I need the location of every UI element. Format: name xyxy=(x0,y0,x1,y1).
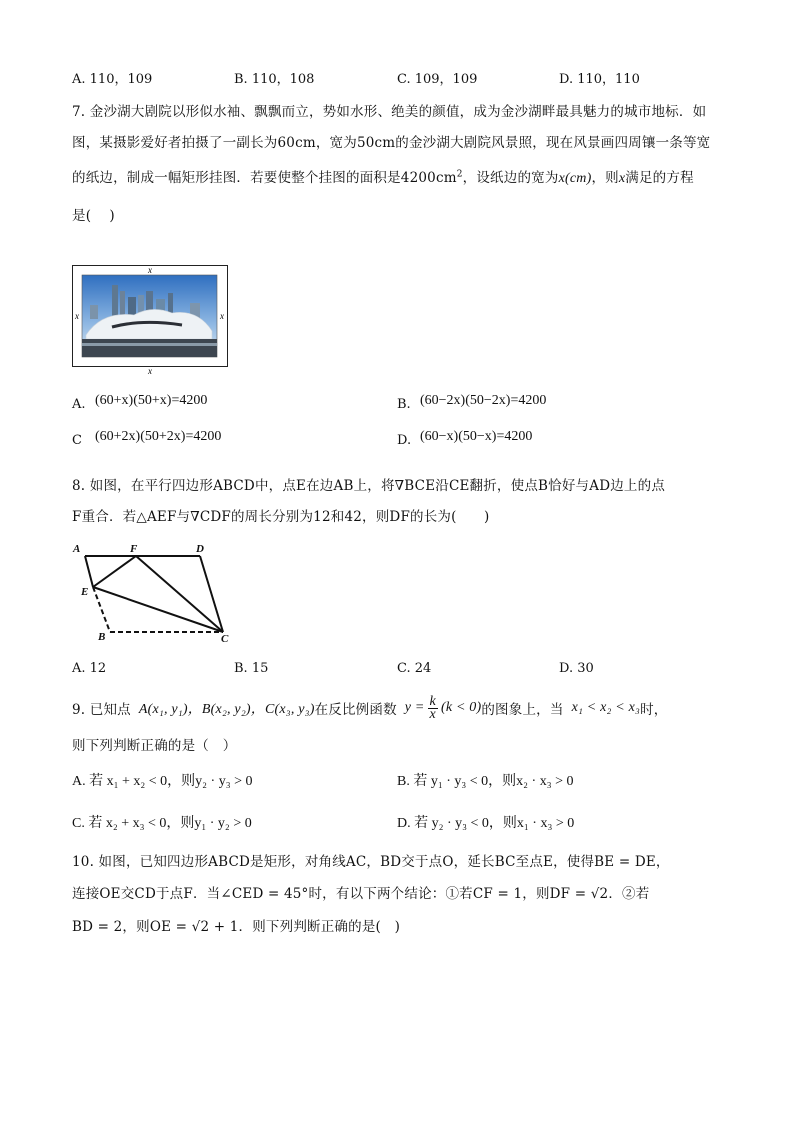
q8-option-a: A. 12 xyxy=(72,661,107,676)
frame-label-top-x: x xyxy=(148,265,152,275)
q7-option-c-equation: (60+2x)(50+2x)=4200 xyxy=(95,429,222,444)
q8-option-c: C. 24 xyxy=(397,661,432,676)
q7-option-c-label: C xyxy=(72,433,82,448)
vertex-label-b: B xyxy=(98,631,106,643)
q6-option-d: D. 110，110 xyxy=(559,72,640,87)
framed-photo-diagram xyxy=(72,265,228,377)
vertex-label-a: A xyxy=(73,543,81,555)
q7-line-2: 图，某摄影爱好者拍摄了一副长为60cm，宽为50cm的金沙湖大剧院风景照，现在风景画四周镶一条等宽 xyxy=(72,135,711,151)
frame-label-bottom-x: x xyxy=(148,366,152,376)
q7-option-d-label: D. xyxy=(397,433,412,448)
vertex-label-d: D xyxy=(196,543,204,555)
q7-option-b-label: B. xyxy=(397,397,411,412)
q6-option-a: A. 110，109 xyxy=(72,72,153,87)
q8-option-d: D. 30 xyxy=(559,661,594,676)
q8-line-2: F重合．若△AEF与∇CDF的周长分别为12和42，则DF的长为( ) xyxy=(72,509,490,525)
theater-photo xyxy=(82,275,217,357)
vertex-label-e: E xyxy=(81,586,89,598)
q9-option-a: A. 若 x₁ + x₂ < 0，则y₂ · y₃ > 0 xyxy=(72,774,253,789)
q7-option-a-equation: (60+x)(50+x)=4200 xyxy=(95,393,208,408)
q8-option-b: B. 15 xyxy=(234,661,269,676)
q9-line-2: 则下列判断正确的是（ ） xyxy=(72,738,237,754)
q7-line-1: 7. 金沙湖大剧院以形似水袖、飘飘而立，势如水形、绝美的颜值，成为金沙湖畔最具魅力的城市地标．如 xyxy=(72,104,707,120)
q7-option-a-label: A. xyxy=(72,397,86,412)
q9-option-c: C. 若 x₂ + x₃ < 0，则y₁ · y₂ > 0 xyxy=(72,816,252,831)
q9-line-1: 9. 已知点 A(x₁, y₁)，B(x₂, y₂)，C(x₃, y₃) 在反比例函数 y = $\frac{k}{x}$ (k < 0) 的图象上，当 x₁ < x₂ < x₃ 时， xyxy=(72,693,668,722)
frame-label-left-x: x xyxy=(75,311,79,321)
q8-parallelogram-figure xyxy=(70,540,240,645)
q10-line-1: 10. 如图，已知四边形ABCD是矩形，对角线AC，BD交于点O，延长BC至点E，使得BE = DE， xyxy=(72,854,670,870)
q8-line-1: 8. 如图，在平行四边形ABCD中，点E在边AB上，将∇BCE沿CE翻折，使点B恰好与AD边上的点 xyxy=(72,478,666,494)
parallelogram-diagram xyxy=(70,540,240,645)
q10-line-3: BD = 2，则OE = √2 + 1．则下列判断正确的是( ) xyxy=(72,919,401,935)
q6-option-c: C. 109，109 xyxy=(397,72,478,87)
q7-photo-figure xyxy=(72,265,228,376)
q7-option-d-equation: (60−x)(50−x)=4200 xyxy=(420,429,533,444)
q7-line-3: 的纸边，制成一幅矩形挂图．若要使整个挂图的面积是$4200cm^2$，设纸边的宽为x(cm)，则x满足的方程 xyxy=(72,169,694,186)
q7-option-b-equation: (60−2x)(50−2x)=4200 xyxy=(420,393,547,408)
q9-fraction: $\frac{k}{x}$ xyxy=(429,693,436,722)
frame-label-right-x: x xyxy=(220,311,224,321)
q6-option-b: B. 110，108 xyxy=(234,72,315,87)
q10-line-2: 连接OE交CD于点F．当∠CED = 45°时，有以下两个结论：①若CF = 1，则DF = √2．②若 xyxy=(72,886,650,902)
q9-option-b: B. 若 y₁ · y₃ < 0，则x₂ · x₃ > 0 xyxy=(397,774,574,789)
q9-option-d: D. 若 y₂ · y₃ < 0，则x₁ · x₃ > 0 xyxy=(397,816,575,831)
vertex-label-f: F xyxy=(130,543,138,555)
q7-line-4: 是( ) xyxy=(72,208,115,224)
vertex-label-c: C xyxy=(221,633,229,645)
